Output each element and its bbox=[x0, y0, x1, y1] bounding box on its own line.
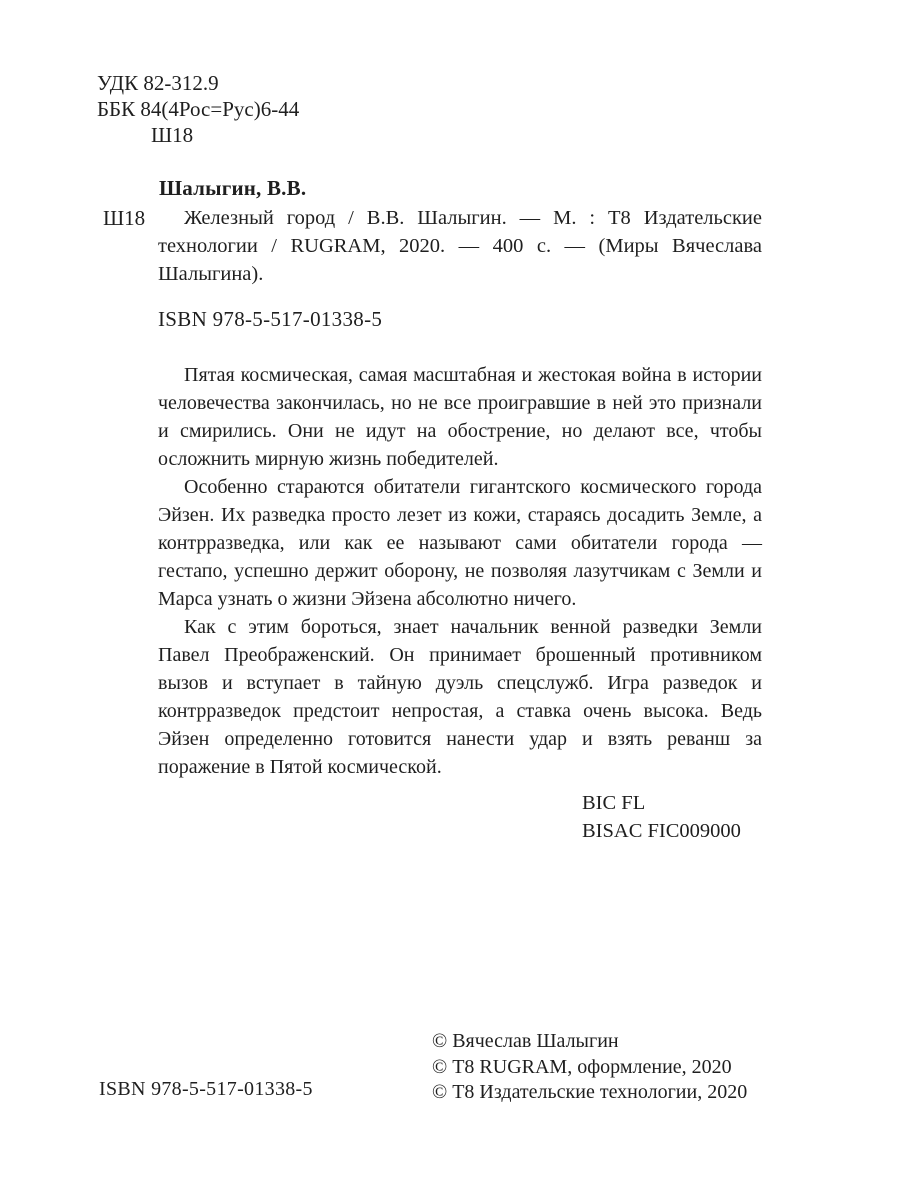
annotation-block bbox=[158, 361, 762, 781]
annotation-paragraph-2: Особенно стараются обитатели гигантского космического города Эйзен. Их разведка просто лезет из кожи, стараясь досадить Земле, а контрразведка, или как ее называют сами обитатели города — гестапо, успешно держит оборону, не позволяя лазутчикам с Земли и Марса узнать о жизни Эйзена абсолютно ничего. bbox=[158, 476, 762, 610]
classification-block bbox=[582, 789, 741, 845]
udk-code: УДК 82-312.9 bbox=[97, 71, 219, 95]
bibliographic-record: Железный город / В.В. Шалыгин. — М. : Т8 Издательские технологии / RUGRAM, 2020. — 400 с. — (Миры Вячеслава Шалыгина). bbox=[158, 207, 762, 285]
copyright-line-design: © Т8 RUGRAM, оформление, 2020 bbox=[432, 1055, 732, 1078]
annotation-paragraph-3: Как с этим бороться, знает начальник венной разведки Земли Павел Преображенский. Он принимает брошенный противником вызов и вступает в тайную дуэль спецслужб. Игра разведок и контрразведок предстоит непростая, а ставка очень высока. Ведь Эйзен определенно готовится нанести удар и взять реванш за поражение в Пятой космической. bbox=[158, 616, 762, 778]
annotation-paragraph-1: Пятая космическая, самая масштабная и жестокая война в истории человечества закончилась, но не все проигравшие в ней это признали и смирились. Они не идут на обострение, но делают все, чтобы осложнить мирную жизнь победителей. bbox=[158, 364, 762, 470]
copyright-line-publisher: © Т8 Издательские технологии, 2020 bbox=[432, 1081, 748, 1103]
isbn-main: ISBN 978-5-517-01338-5 bbox=[158, 307, 383, 331]
copyright-line-author: © Вячеслав Шалыгин bbox=[432, 1030, 619, 1052]
copyright-block bbox=[432, 1029, 747, 1106]
author-heading: Шалыгин, В.В. bbox=[159, 176, 307, 200]
bbk-code: ББК 84(4Рос=Рус)6-44 bbox=[97, 97, 300, 121]
author-sign-code: Ш18 bbox=[151, 123, 194, 147]
bic-code: BIC FL bbox=[582, 792, 646, 814]
bib-author-sign: Ш18 bbox=[103, 206, 146, 230]
cataloguing-codes-block bbox=[97, 70, 299, 148]
bisac-code: BISAC FIC009000 bbox=[582, 820, 741, 842]
footer-isbn: ISBN 978-5-517-01338-5 bbox=[99, 1078, 313, 1100]
